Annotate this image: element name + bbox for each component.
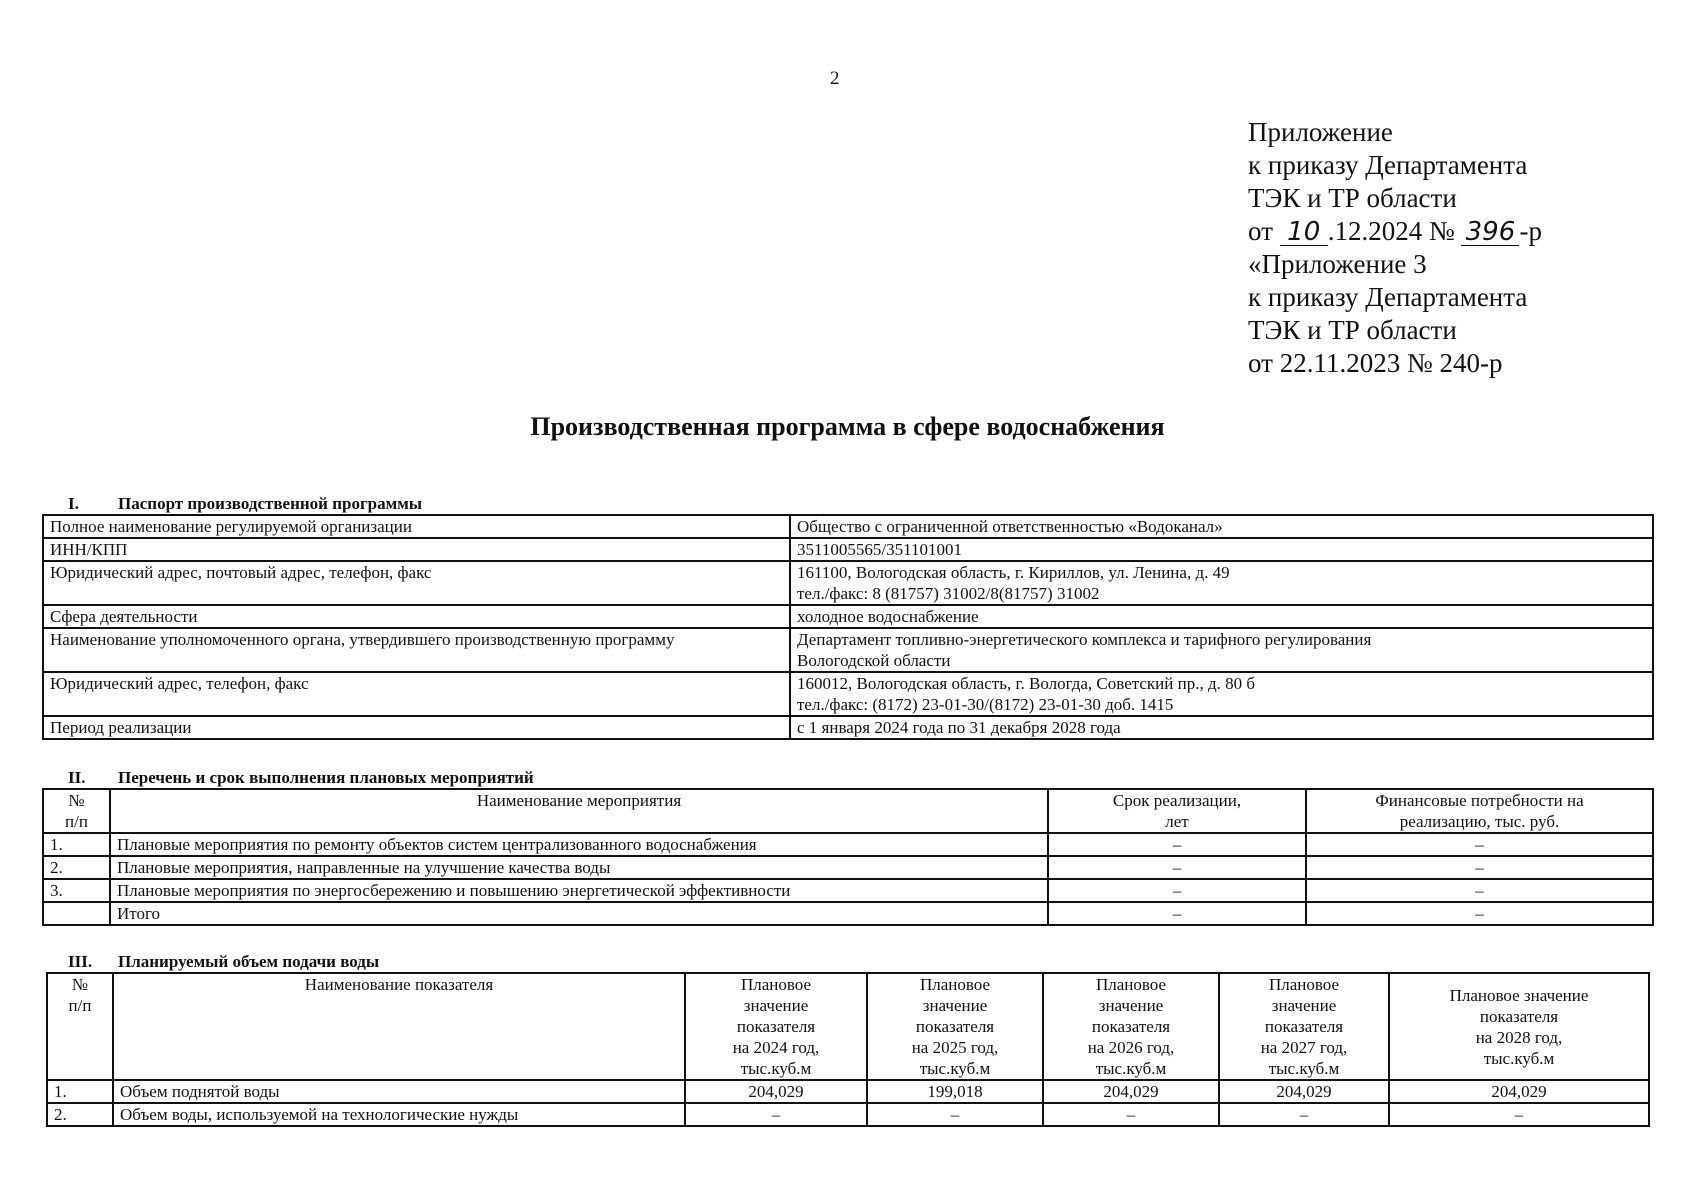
row-value-line: тел./факс: (8172) 23-01-30/(8172) 23-01-30 доб. 1415 bbox=[797, 695, 1174, 714]
cell-num: 1. bbox=[43, 833, 110, 856]
cell-value-2028: – bbox=[1389, 1103, 1649, 1126]
row-value-line: Общество с ограниченной ответственностью «Водоканал» bbox=[797, 517, 1223, 536]
header-line: на 2024 год, bbox=[732, 1038, 820, 1057]
appendix-line: от 22.11.2023 № 240-р bbox=[1248, 348, 1503, 378]
header-plan-2028 bbox=[1389, 973, 1649, 1080]
row-value-line: 161100, Вологодская область, г. Кириллов, ул. Ленина, д. 49 bbox=[797, 563, 1230, 582]
header-line: показателя bbox=[1264, 1017, 1344, 1036]
table-row bbox=[43, 515, 1653, 538]
row-value-line: Департамент топливно-энергетического комплекса и тарифного регулирования bbox=[797, 630, 1372, 649]
cell-name: Плановые мероприятия по ремонту объектов систем централизованного водоснабжения bbox=[110, 833, 1048, 856]
handwritten-day: 10 bbox=[1280, 219, 1328, 246]
document-title: Производственная программа в сфере водоснабжения bbox=[530, 412, 1165, 441]
cell-term: – bbox=[1048, 879, 1306, 902]
header-line: на 2027 год, bbox=[1260, 1038, 1348, 1057]
cell-value-2026: 204,029 bbox=[1043, 1080, 1219, 1103]
header-line: на 2028 год, bbox=[1475, 1027, 1563, 1047]
appendix-order-date: .12.2024 № bbox=[1327, 216, 1455, 246]
header-line: на 2026 год, bbox=[1087, 1038, 1175, 1057]
appendix-line: ТЭК и ТР области bbox=[1248, 315, 1457, 345]
appendix-order-line bbox=[1248, 215, 1542, 248]
header-line: тыс.куб.м bbox=[740, 1059, 812, 1078]
appendix-line: к приказу Департамента bbox=[1248, 150, 1528, 180]
table-header-row bbox=[43, 789, 1653, 833]
table-row bbox=[47, 1080, 1649, 1103]
water-supply-table bbox=[46, 972, 1650, 1127]
table-row bbox=[43, 902, 1653, 925]
header-line: значение bbox=[743, 996, 809, 1015]
cell-finance: – bbox=[1306, 833, 1653, 856]
row-value bbox=[790, 561, 1653, 605]
appendix-line: ТЭК и ТР области bbox=[1248, 183, 1457, 213]
row-value-line: 3511005565/351101001 bbox=[797, 540, 962, 559]
row-value bbox=[790, 716, 1653, 739]
section-1-title: Паспорт производственной программы bbox=[118, 494, 423, 513]
cell-num bbox=[43, 902, 110, 925]
appendix-order-prefix: от bbox=[1248, 216, 1273, 246]
row-value bbox=[790, 538, 1653, 561]
cell-finance: – bbox=[1306, 856, 1653, 879]
cell-name: Итого bbox=[110, 902, 1048, 925]
table-row bbox=[43, 856, 1653, 879]
header-plan-2024 bbox=[685, 973, 867, 1080]
cell-value-2027: – bbox=[1219, 1103, 1389, 1126]
header-finance: Финансовые потребности на реализацию, тыс. руб. bbox=[1306, 789, 1653, 833]
cell-num: 3. bbox=[43, 879, 110, 902]
header-num: № п/п bbox=[47, 973, 113, 1080]
row-label: ИНН/КПП bbox=[43, 538, 790, 561]
row-label: Юридический адрес, телефон, факс bbox=[43, 672, 790, 716]
table-row bbox=[47, 1103, 1649, 1126]
table-row bbox=[43, 628, 1653, 672]
header-num: № п/п bbox=[43, 789, 110, 833]
header-line: Плановое bbox=[740, 975, 812, 994]
header-line: тыс.куб.м bbox=[1483, 1048, 1555, 1068]
header-line: показателя bbox=[1091, 1017, 1171, 1036]
cell-num: 2. bbox=[47, 1103, 113, 1126]
cell-value-2024: – bbox=[685, 1103, 867, 1126]
appendix-block bbox=[1248, 116, 1542, 380]
header-line: Плановое bbox=[919, 975, 991, 994]
cell-num: 1. bbox=[47, 1080, 113, 1103]
cell-value-2025: – bbox=[867, 1103, 1043, 1126]
cell-name: Объем поднятой воды bbox=[113, 1080, 685, 1103]
row-value-line: с 1 января 2024 года по 31 декабря 2028 года bbox=[797, 718, 1121, 737]
section-2-number: II. bbox=[68, 768, 86, 787]
page-number: 2 bbox=[830, 68, 840, 89]
header-line: показателя bbox=[736, 1017, 816, 1036]
header-term: Срок реализации, лет bbox=[1048, 789, 1306, 833]
cell-finance: – bbox=[1306, 902, 1653, 925]
row-label: Наименование уполномоченного органа, утвердившего производственную программу bbox=[43, 628, 790, 672]
row-value bbox=[790, 672, 1653, 716]
header-plan-2027 bbox=[1219, 973, 1389, 1080]
table-row bbox=[43, 561, 1653, 605]
cell-value-2024: 204,029 bbox=[685, 1080, 867, 1103]
cell-value-2025: 199,018 bbox=[867, 1080, 1043, 1103]
row-value bbox=[790, 628, 1653, 672]
header-line: Плановое bbox=[1268, 975, 1340, 994]
section-2-heading bbox=[68, 769, 534, 787]
table-row bbox=[43, 672, 1653, 716]
section-3-title: Планируемый объем подачи воды bbox=[118, 952, 380, 971]
row-value-line: Вологодской области bbox=[797, 651, 951, 670]
section-1-number: I. bbox=[68, 494, 79, 513]
section-2-title: Перечень и срок выполнения плановых мероприятий bbox=[118, 768, 534, 787]
cell-name: Плановые мероприятия, направленные на улучшение качества воды bbox=[110, 856, 1048, 879]
appendix-order-suffix: -р bbox=[1519, 216, 1542, 246]
section-1-heading bbox=[68, 495, 422, 513]
cell-term: – bbox=[1048, 902, 1306, 925]
header-plan-2026 bbox=[1043, 973, 1219, 1080]
section-3-number: III. bbox=[68, 952, 93, 971]
row-value-line: 160012, Вологодская область, г. Вологда, Советский пр., д. 80 б bbox=[797, 674, 1256, 693]
row-label: Период реализации bbox=[43, 716, 790, 739]
cell-name: Плановые мероприятия по энергосбережению и повышению энергетической эффективности bbox=[110, 879, 1048, 902]
section-3-heading bbox=[68, 953, 379, 971]
header-line: значение bbox=[1271, 996, 1337, 1015]
row-value-line: холодное водоснабжение bbox=[797, 607, 979, 626]
cell-value-2026: – bbox=[1043, 1103, 1219, 1126]
header-line: показателя bbox=[1479, 1006, 1559, 1026]
header-line: на 2025 год, bbox=[911, 1038, 999, 1057]
table-row bbox=[43, 538, 1653, 561]
passport-table bbox=[42, 514, 1654, 740]
row-label: Сфера деятельности bbox=[43, 605, 790, 628]
cell-value-2027: 204,029 bbox=[1219, 1080, 1389, 1103]
header-line: тыс.куб.м bbox=[1268, 1059, 1340, 1078]
header-line: Плановое значение bbox=[1449, 985, 1589, 1005]
row-value bbox=[790, 605, 1653, 628]
header-line: Плановое bbox=[1095, 975, 1167, 994]
row-value bbox=[790, 515, 1653, 538]
cell-name: Объем воды, используемой на технологические нужды bbox=[113, 1103, 685, 1126]
appendix-line: «Приложение 3 bbox=[1248, 249, 1427, 279]
row-label: Полное наименование регулируемой организации bbox=[43, 515, 790, 538]
appendix-line: к приказу Департамента bbox=[1248, 282, 1528, 312]
cell-value-2028: 204,029 bbox=[1389, 1080, 1649, 1103]
header-line: тыс.куб.м bbox=[919, 1059, 991, 1078]
activities-table bbox=[42, 788, 1654, 926]
header-line: показателя bbox=[915, 1017, 995, 1036]
table-row bbox=[43, 716, 1653, 739]
header-name: Наименование мероприятия bbox=[110, 789, 1048, 833]
table-header-row bbox=[47, 973, 1649, 1080]
row-label: Юридический адрес, почтовый адрес, телефон, факс bbox=[43, 561, 790, 605]
cell-term: – bbox=[1048, 856, 1306, 879]
row-value-line: тел./факс: 8 (81757) 31002/8(81757) 31002 bbox=[797, 584, 1100, 603]
header-indicator: Наименование показателя bbox=[113, 973, 685, 1080]
handwritten-number: 396 bbox=[1461, 219, 1519, 246]
header-line: значение bbox=[1098, 996, 1164, 1015]
cell-num: 2. bbox=[43, 856, 110, 879]
header-line: тыс.куб.м bbox=[1095, 1059, 1167, 1078]
header-plan-2025 bbox=[867, 973, 1043, 1080]
cell-finance: – bbox=[1306, 879, 1653, 902]
table-row bbox=[43, 605, 1653, 628]
table-row bbox=[43, 833, 1653, 856]
table-row bbox=[43, 879, 1653, 902]
appendix-line: Приложение bbox=[1248, 117, 1393, 147]
cell-term: – bbox=[1048, 833, 1306, 856]
header-line: значение bbox=[922, 996, 988, 1015]
